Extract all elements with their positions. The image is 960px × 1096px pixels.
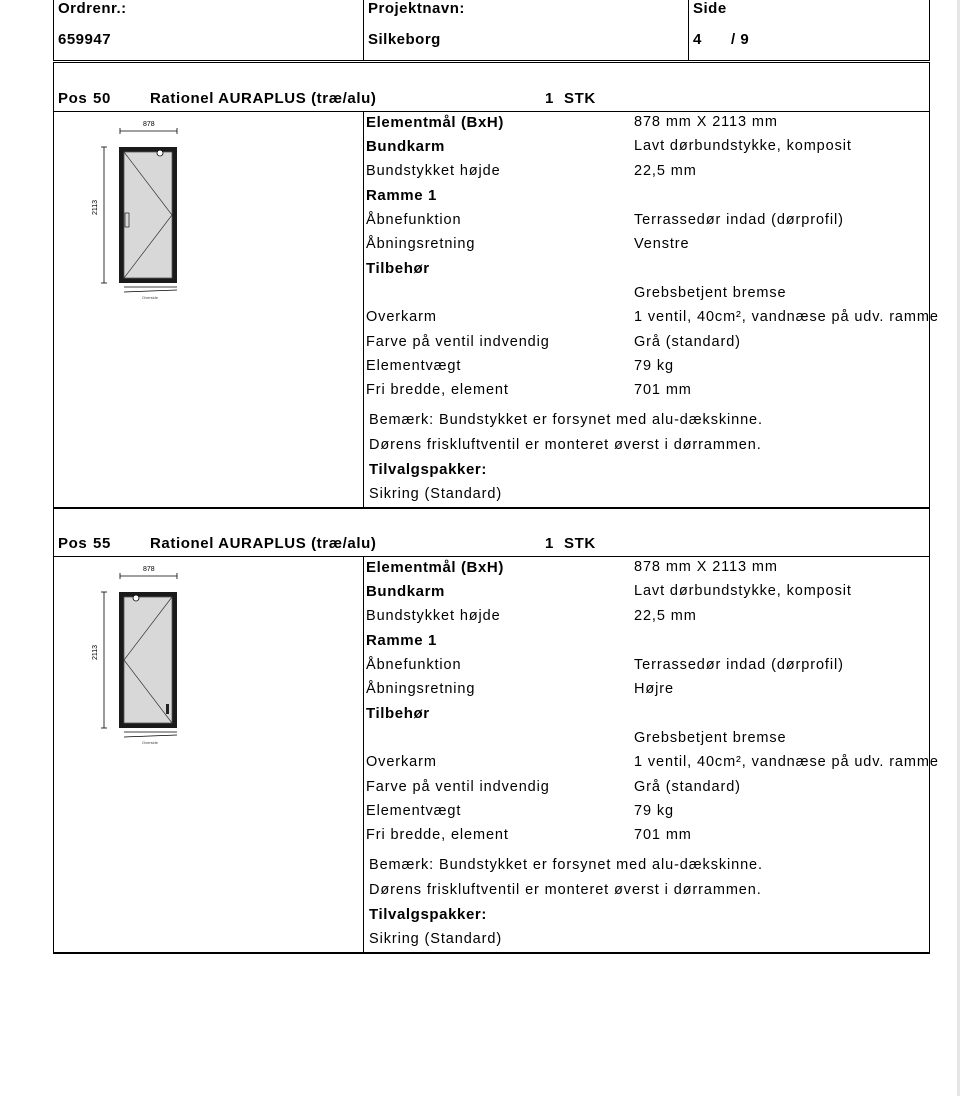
- vent-icon: [157, 150, 163, 156]
- detail-label: Bundstykket højde: [366, 607, 501, 624]
- project-label: Projektnavn:: [368, 0, 465, 17]
- quantity: 1: [545, 90, 554, 107]
- width-dimension-label: 878: [143, 566, 155, 573]
- detail-label: Fri bredde, element: [366, 827, 509, 844]
- detail-value: 79 kg: [634, 803, 674, 819]
- detail-value: Terrassedør indad (dørprofil): [634, 211, 844, 228]
- detail-value: Lavt dørbundstykke, komposit: [634, 583, 852, 600]
- detail-label: Bundkarm: [366, 583, 445, 601]
- drawing-caption: Overside: [142, 295, 159, 300]
- page-current: 4: [693, 31, 702, 48]
- detail-label: Bundstykket højde: [366, 162, 501, 179]
- detail-value: Grebsbetjent bremse: [634, 284, 787, 301]
- detail-value: Grebsbetjent bremse: [634, 729, 787, 746]
- width-dimension-label: 878: [143, 121, 155, 128]
- sill-line: [124, 735, 177, 737]
- height-dimension-label: 2113: [92, 199, 99, 215]
- sill-line: [124, 290, 177, 292]
- detail-value: 701 mm: [634, 382, 692, 399]
- door-drawing: [88, 119, 208, 319]
- detail-label: Farve på ventil indvendig: [366, 778, 550, 795]
- detail-value: 79 kg: [634, 358, 674, 374]
- project-name: Silkeborg: [368, 31, 441, 48]
- detail-value: Højre: [634, 681, 674, 697]
- quantity-unit: STK: [564, 535, 596, 552]
- detail-label: Bundkarm: [366, 138, 445, 156]
- product-name: Rationel AURAPLUS (træ/alu): [150, 535, 377, 552]
- detail-value: 1 ventil, 40cm², vandnæse på udv. ramme: [634, 754, 939, 771]
- detail-label: Tilbehør: [366, 705, 430, 723]
- quantity-unit: STK: [564, 90, 596, 107]
- detail-value: 22,5 mm: [634, 607, 697, 624]
- pos-number: 50: [93, 90, 111, 107]
- detail-value: 22,5 mm: [634, 162, 697, 179]
- door-glass: [124, 597, 172, 723]
- order-label: Ordrenr.:: [58, 0, 127, 17]
- note-line: Bemærk: Bundstykket er forsynet med alu-dækskinne.: [369, 857, 763, 873]
- handle-icon: [166, 704, 169, 714]
- detail-value: 1 ventil, 40cm², vandnæse på udv. ramme: [634, 309, 939, 326]
- detail-label: Farve på ventil indvendig: [366, 333, 550, 350]
- detail-label: Åbningsretning: [366, 236, 476, 252]
- detail-label: Elementvægt: [366, 358, 462, 374]
- page-label: Side: [693, 0, 727, 17]
- vent-icon: [133, 595, 139, 601]
- detail-label: Ramme 1: [366, 632, 437, 650]
- detail-value: Venstre: [634, 236, 690, 252]
- detail-label: Åbnefunktion: [366, 656, 462, 673]
- detail-value: 878 mm X 2113 mm: [634, 114, 778, 130]
- note-line: Dørens friskluftventil er monteret øverst i dørrammen.: [369, 881, 762, 898]
- detail-value: Terrassedør indad (dørprofil): [634, 656, 844, 673]
- detail-label: Tilbehør: [366, 260, 430, 278]
- note-line: Sikring (Standard): [369, 930, 503, 947]
- notes-heading: Tilvalgspakker:: [369, 461, 487, 479]
- detail-label: Åbnefunktion: [366, 211, 462, 228]
- quantity: 1: [545, 535, 554, 552]
- drawing-caption: Overside: [142, 740, 159, 745]
- detail-label: Overkarm: [366, 309, 437, 326]
- pos-label: Pos: [58, 535, 88, 552]
- detail-label: Elementmål (BxH): [366, 114, 504, 131]
- product-name: Rationel AURAPLUS (træ/alu): [150, 90, 377, 107]
- pos-number: 55: [93, 535, 111, 552]
- notes-heading: Tilvalgspakker:: [369, 906, 487, 924]
- page-total: / 9: [731, 31, 750, 48]
- order-number: 659947: [58, 31, 112, 48]
- note-line: Bemærk: Bundstykket er forsynet med alu-dækskinne.: [369, 412, 763, 428]
- detail-label: Ramme 1: [366, 187, 437, 205]
- detail-value: Grå (standard): [634, 333, 741, 350]
- detail-label: Åbningsretning: [366, 681, 476, 697]
- detail-value: Grå (standard): [634, 778, 741, 795]
- detail-value: Lavt dørbundstykke, komposit: [634, 138, 852, 155]
- door-glass: [124, 152, 172, 278]
- door-drawing: [88, 564, 208, 764]
- height-dimension-label: 2113: [92, 644, 99, 660]
- note-line: Sikring (Standard): [369, 485, 503, 502]
- detail-label: Elementvægt: [366, 803, 462, 819]
- detail-label: Overkarm: [366, 754, 437, 771]
- note-line: Dørens friskluftventil er monteret øverst i dørrammen.: [369, 436, 762, 453]
- detail-value: 878 mm X 2113 mm: [634, 559, 778, 575]
- pos-label: Pos: [58, 90, 88, 107]
- detail-label: Elementmål (BxH): [366, 559, 504, 576]
- detail-value: 701 mm: [634, 827, 692, 844]
- detail-label: Fri bredde, element: [366, 382, 509, 399]
